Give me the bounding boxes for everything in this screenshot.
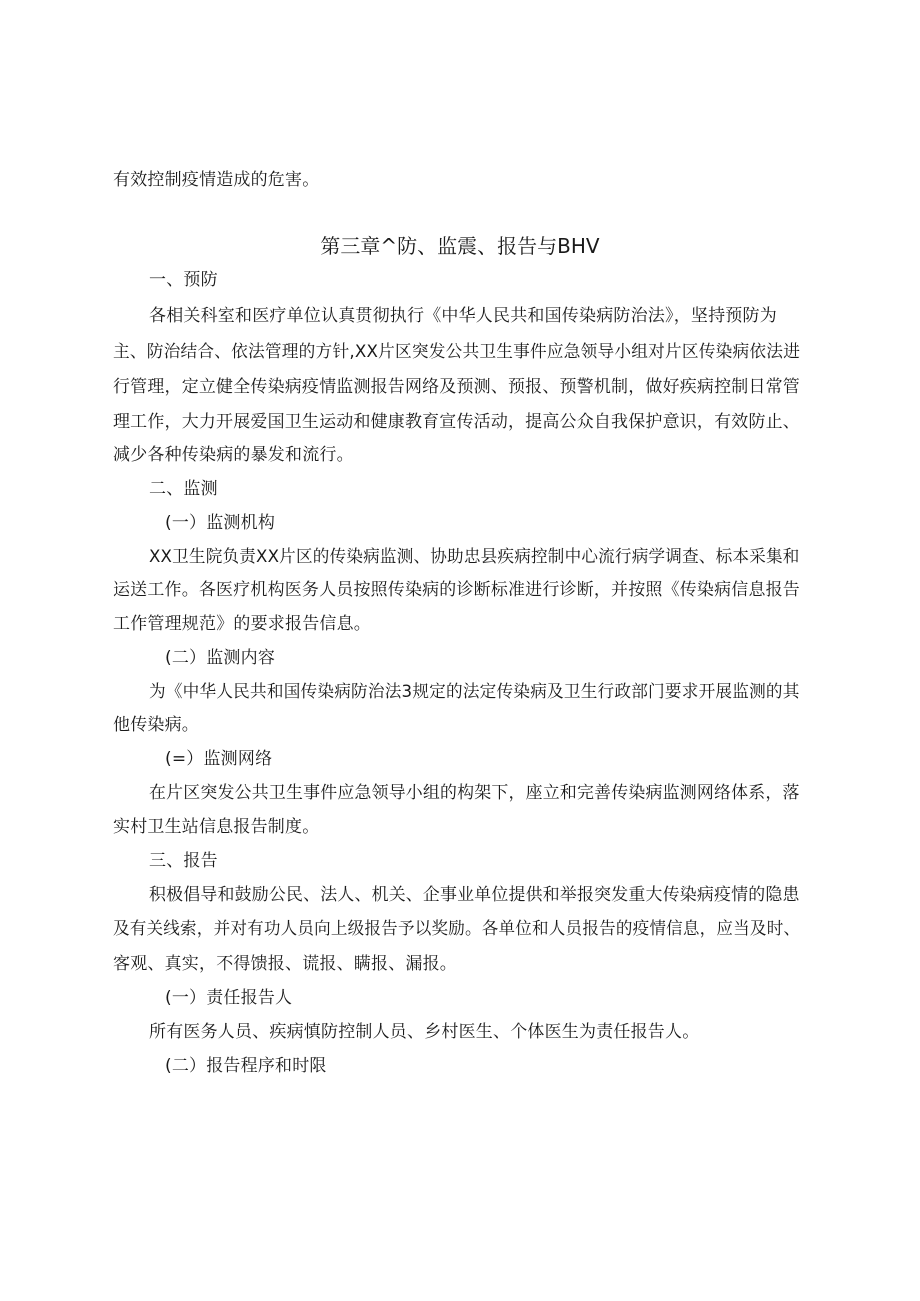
reporting-sub1-line: 所有医务人员、疾病慎防控制人员、乡村医生、个体医生为责任报告人。 <box>149 1022 700 1042</box>
prevention-para-line: 减少各种传染病的暴发和流行。 <box>113 445 354 465</box>
monitoring-sub1-line: XX卫生院负责XX片区的传染病监测、协助忠县疾病控制中心流行病学调查、标本采集和 <box>149 547 800 567</box>
monitoring-sub1-line: 运送工作。各医疗机构医务人员按照传染病的诊断标准进行诊断，并按照《传染病信息报告 <box>113 580 800 600</box>
prevention-para-line: 行管理，定立健全传染病疫情监测报告网络及预测、预报、预警机制，做好疾病控制日常管 <box>113 377 800 397</box>
prevention-heading: 一、预防 <box>149 270 218 290</box>
monitoring-sub3-line: 在片区突发公共卫生事件应急领导小组的构架下，座立和完善传染病监测网络体系，落 <box>149 783 800 803</box>
reporting-para-line: 及有关线索，并对有功人员向上级报告予以奖励。各单位和人员报告的疫情信息，应当及时、 <box>113 919 801 939</box>
monitoring-sub2-heading: (二）监测内容 <box>165 648 276 668</box>
monitoring-sub1-heading: (一）监测机构 <box>165 513 276 533</box>
intro-tail-line: 有效控制疫情造成的危害。 <box>113 170 320 190</box>
reporting-sub2-heading: (二）报告程序和时限 <box>165 1056 327 1076</box>
monitoring-sub3-line: 实村卫生站信息报告制度。 <box>113 817 320 837</box>
monitoring-sub2-line: 他传染病。 <box>113 715 199 735</box>
prevention-para-line: 主、防治结合、依法管理的方针,XX片区突发公共卫生事件应急领导小组对片区传染病依法进 <box>113 342 801 362</box>
reporting-para-line: 客观、真实，不得馈报、谎报、瞒报、漏报。 <box>113 954 457 974</box>
monitoring-sub2-line: 为《中华人民共和国传染病防治法3规定的法定传染病及卫生行政部门要求开展监测的其 <box>149 682 800 702</box>
reporting-para-line: 积极倡导和鼓励公民、法人、机关、企事业单位提供和举报突发重大传染病疫情的隐患 <box>149 885 800 905</box>
reporting-heading: 三、报告 <box>149 851 218 871</box>
monitoring-sub3-heading: (=）监测网络 <box>165 749 273 769</box>
monitoring-sub1-line: 工作管理规范》的要求报告信息。 <box>113 614 371 634</box>
prevention-para-line: 各相关科室和医疗单位认真贯彻执行《中华人民共和国传染病防治法》，坚持预防为 <box>149 306 777 326</box>
reporting-sub1-heading: (一）责任报告人 <box>165 988 293 1008</box>
monitoring-heading: 二、监测 <box>149 479 218 499</box>
prevention-para-line: 理工作，大力开展爱国卫生运动和健康教育宣传活动，提高公众自我保护意识，有效防止、 <box>113 412 800 432</box>
chapter-title: 第三章^防、监震、报告与BHV <box>320 234 600 258</box>
